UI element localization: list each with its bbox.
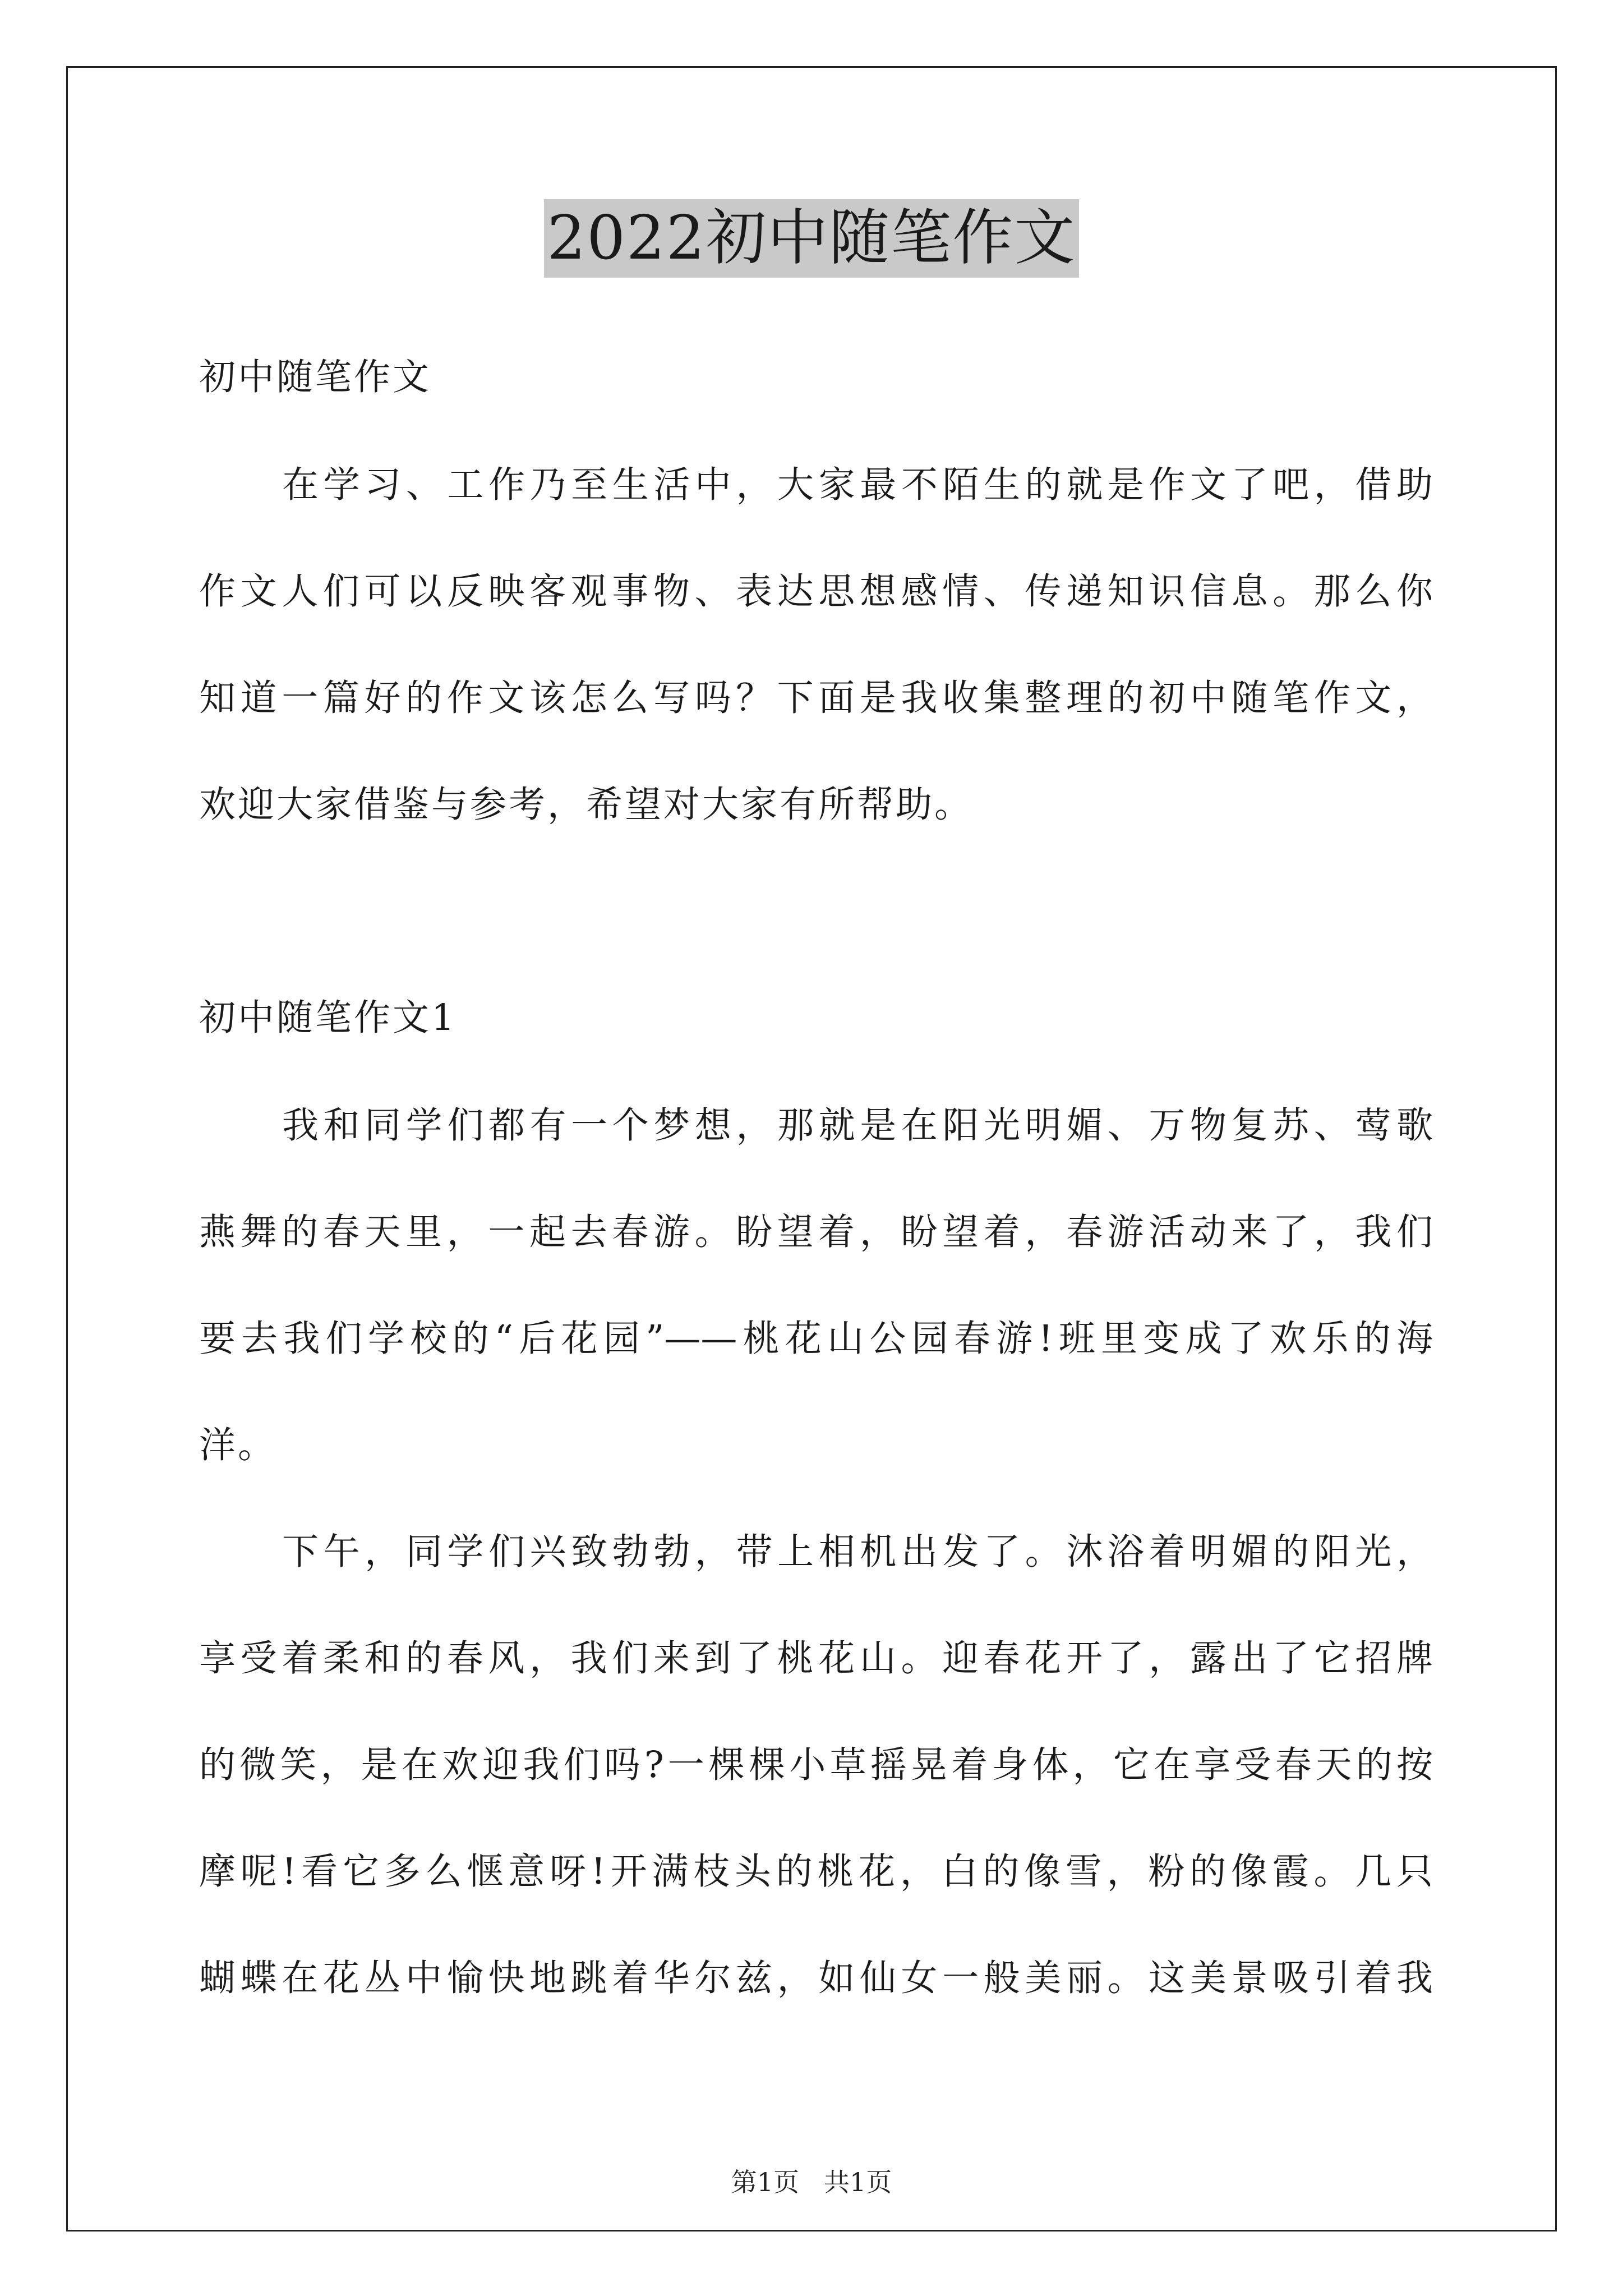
title-container (0, 199, 1623, 278)
section-heading: 初中随笔作文1 (199, 997, 457, 1039)
paragraph-line: 燕舞的春天里，一起去春游。盼望着，盼望着，春游活动来了，我们 (199, 1211, 1433, 1253)
paragraph-line: 洋。 (199, 1424, 277, 1466)
paragraph-line: 摩呢!看它多么惬意呀!开满枝头的桃花，白的像雪，粉的像霞。几只 (199, 1851, 1433, 1893)
paragraph-line: 的微笑，是在欢迎我们吗?一棵棵小草摇晃着身体，它在享受春天的按 (199, 1744, 1433, 1786)
paragraph-line: 欢迎大家借鉴与参考，希望对大家有所帮助。 (199, 784, 974, 826)
document-title: 2022初中随笔作文 (544, 199, 1080, 278)
paragraph-line: 在学习、工作乃至生活中，大家最不陌生的就是作文了吧，借助 (282, 464, 1433, 506)
section-heading: 初中随笔作文 (199, 356, 432, 398)
page-total: 共1页 (824, 2167, 892, 2197)
paragraph-line: 作文人们可以反映客观事物、表达思想感情、传递知识信息。那么你 (199, 570, 1433, 613)
paragraph-line: 下午，同学们兴致勃勃，带上相机出发了。沐浴着明媚的阳光， (282, 1531, 1433, 1573)
paragraph-line: 知道一篇好的作文该怎么写吗？下面是我收集整理的初中随笔作文， (199, 677, 1433, 719)
page-footer (0, 2165, 1623, 2199)
paragraph-line: 要去我们学校的“后花园”——桃花山公园春游!班里变成了欢乐的海 (199, 1318, 1433, 1360)
paragraph-line: 享受着柔和的春风，我们来到了桃花山。迎春花开了，露出了它招牌 (199, 1637, 1433, 1680)
page-number: 第1页 (731, 2167, 799, 2197)
paragraph-line: 我和同学们都有一个梦想，那就是在阳光明媚、万物复苏、莺歌 (282, 1105, 1433, 1147)
paragraph-line: 蝴蝶在花丛中愉快地跳着华尔兹，如仙女一般美丽。这美景吸引着我 (199, 1957, 1433, 1999)
